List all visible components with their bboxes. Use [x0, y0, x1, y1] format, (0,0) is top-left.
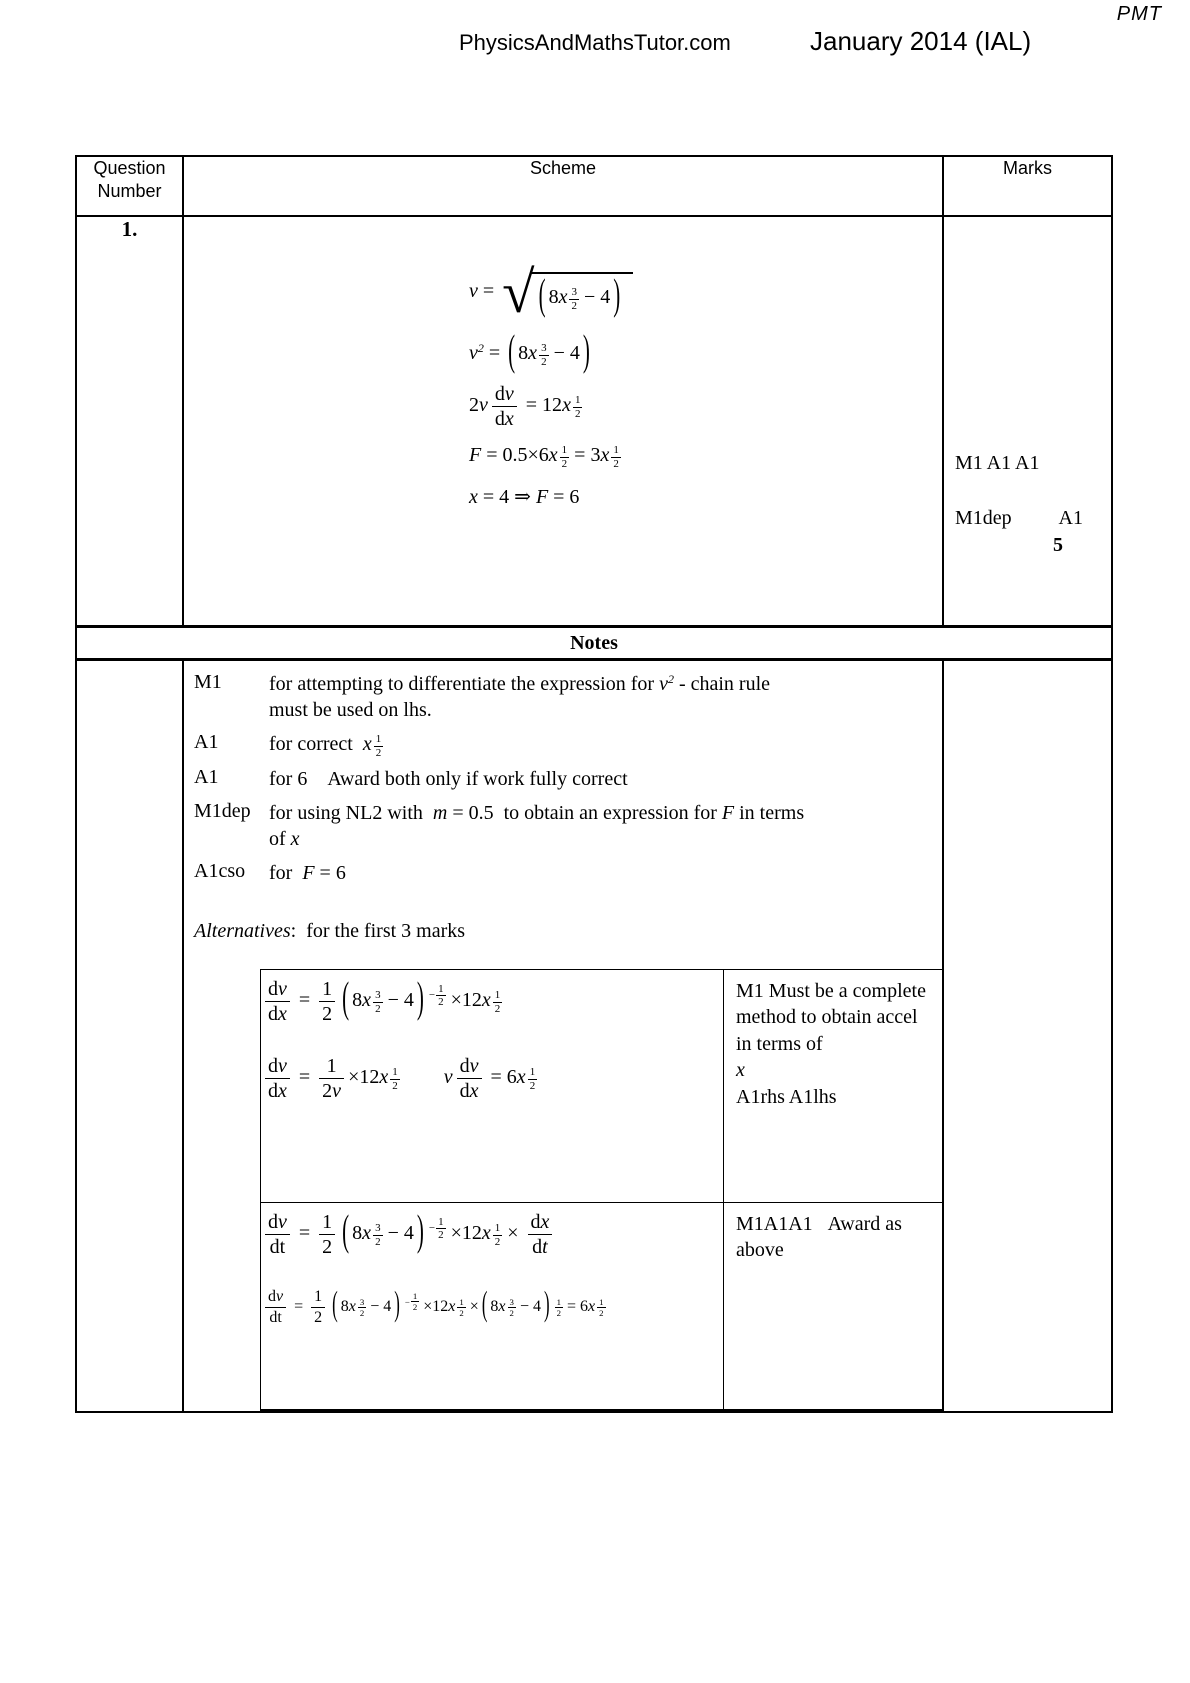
marks-header: Marks [943, 156, 1112, 216]
notes-left-empty-cell [76, 660, 183, 1413]
alt-comment: M1 Must be a complete method to obtain accel in terms of x A1rhs A1lhs [736, 979, 926, 1108]
alternatives-label: Alternatives: for the first 3 marks [194, 919, 466, 942]
alt-comment-cell-2 [724, 1202, 943, 1410]
note-code: M1 [194, 671, 222, 693]
scheme-equation-5: x = 4 ⇒ F = 6 [469, 486, 580, 509]
scheme-equation-2: $v^2$ = ( 8x 3 2 − 4 ) [469, 325, 590, 375]
marks-total: 5 [1053, 534, 1063, 556]
alt-equation: $\frac{dv}{dt}$ = $\frac{1}{2}$ ( 8x 3 2 − 4 ) − $\frac{1}{2}$ ×12x 1 2 × $\frac{dx}{dt}$ [261, 1211, 723, 1258]
scheme-equation-4: F = 0.5×6x 1 2 = 3x 1 2 [469, 443, 619, 470]
alternatives-table [260, 969, 943, 1412]
alt-equations-cell-1 [261, 969, 724, 1202]
marks-content [944, 217, 1111, 557]
alt-equation: $\frac{dv}{dt}$ = $\frac{1}{2}$ ( 8x 3 2 − 4 ) − $\frac{1}{2}$ ×12x 1 2 × ( 8x 3 2 − 4 ) 1 2 = 6x 1 2 [261, 1288, 723, 1326]
scheme-equation-1: v = √ ( 8x 3 2 − 4 ) [469, 263, 942, 322]
note-desc: for 6 Award both only if work fully correct [269, 768, 628, 791]
pmt-watermark: PMT [1116, 3, 1162, 25]
notes-content [184, 661, 942, 1411]
question-number-header: Question Number [76, 156, 183, 216]
scheme-equation-3: 2v $\frac{dv}{dx}$ = 12x 1 2 [469, 382, 581, 430]
note-row [194, 731, 942, 760]
notes-header-row [76, 627, 1112, 660]
note-code: A1 [194, 730, 219, 753]
scheme-header: Scheme [183, 156, 943, 216]
paper-date: January 2014 (IAL) [810, 26, 1032, 56]
alternatives-row-2 [261, 1202, 943, 1410]
marks-line-1: M1 A1 A1 [955, 452, 1040, 474]
note-row [194, 800, 942, 853]
notes-cell [183, 660, 943, 1413]
notes-row [76, 660, 1112, 1413]
marks-a1: A1 [1058, 507, 1083, 529]
notes-right-empty-cell [943, 660, 1112, 1413]
marks-line-2 [955, 507, 1083, 530]
site-title: PhysicsAndMathsTutor.com [459, 30, 731, 55]
header-row [76, 156, 1112, 216]
note-row [194, 766, 942, 792]
note-desc: for attempting to differentiate the expression for $v^2$ - chain rule must be used on lhs. [269, 671, 771, 722]
scheme-row [76, 216, 1112, 627]
note-desc: for F = 6 [269, 861, 346, 884]
alt-comment-cell-1 [724, 969, 943, 1202]
notes-title: Notes [76, 627, 1112, 660]
note-code: A1 [194, 766, 219, 789]
alternatives-row-1 [261, 969, 943, 1202]
scheme-cell [183, 216, 943, 627]
note-desc: for correct x 1 2 [269, 732, 382, 759]
mark-scheme-table [75, 155, 1113, 1413]
marks-cell [943, 216, 1112, 627]
alt-equations-cell-2 [261, 1202, 724, 1410]
alt-comment: M1A1A1 Award as above [736, 1212, 902, 1262]
marks-m1dep: M1dep [955, 507, 1012, 529]
alt-equation: $\frac{dv}{dx}$ = $\frac{1}{2v}$ ×12x 1 2 v $\frac{dv}{dx}$ = 6x 1 2 [261, 1055, 723, 1102]
note-code: M1dep [194, 799, 251, 822]
question-number-value: 1. [76, 216, 183, 627]
note-desc: for using NL2 with m = 0.5 to obtain an expression for F in terms of x [269, 801, 805, 851]
note-row [194, 671, 942, 724]
equation-column [469, 259, 942, 509]
alt-equation: $\frac{dv}{dx}$ = $\frac{1}{2}$ ( 8x 3 2 − 4 ) − $\frac{1}{2}$ ×12x 1 2 [261, 978, 723, 1025]
note-code: A1cso [194, 859, 246, 882]
note-row [194, 860, 942, 886]
